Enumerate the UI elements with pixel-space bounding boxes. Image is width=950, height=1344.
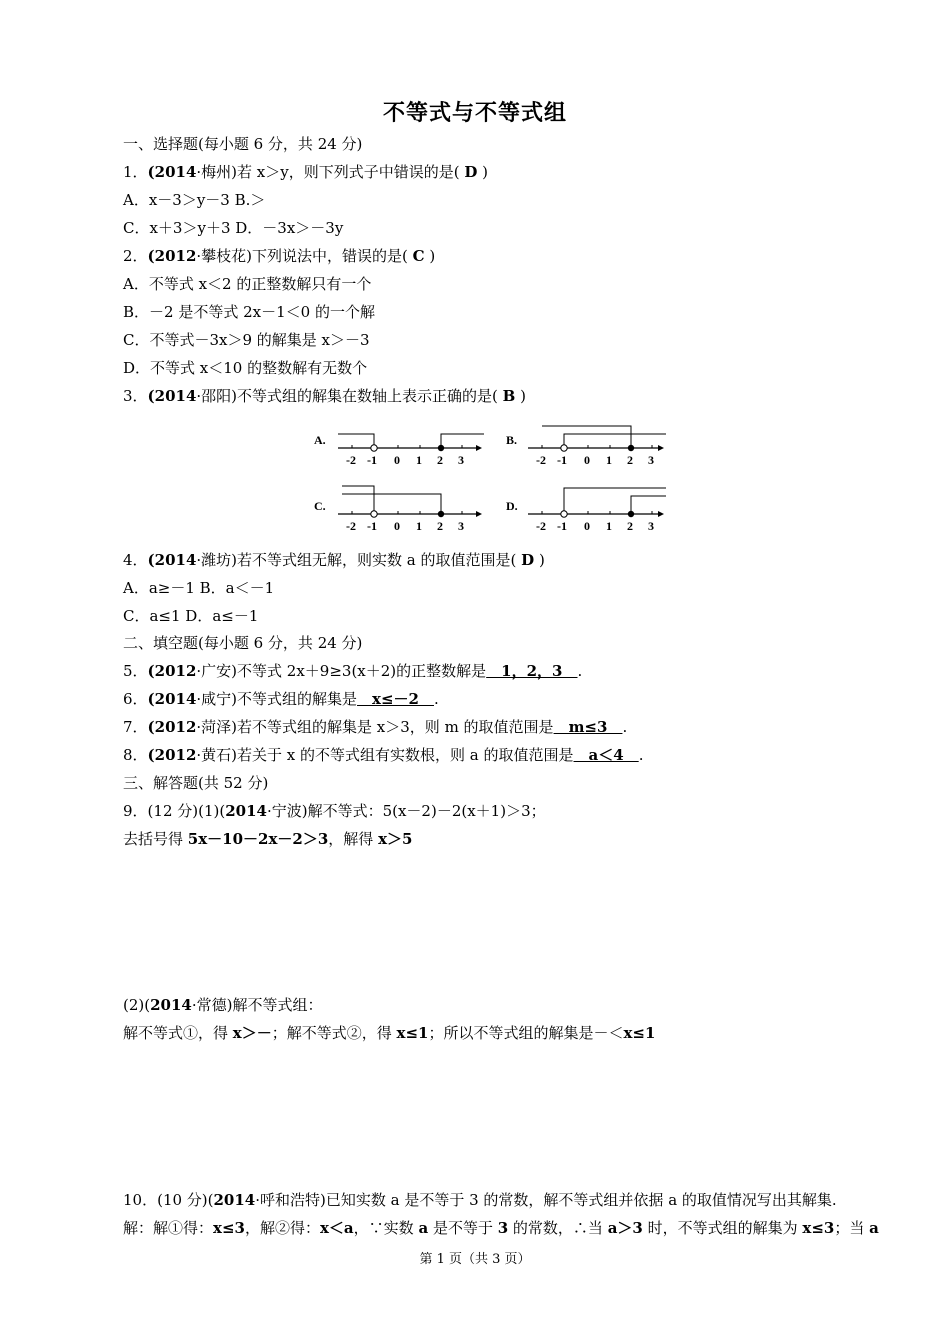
q3-stem: 3．(2014·邵阳)不等式组的解集在数轴上表示正确的是( B ) xyxy=(123,387,526,405)
q6-answer: x≤－2 xyxy=(357,690,434,708)
q2-option-a: A．不等式 x＜2 的正整数解只有一个 xyxy=(123,275,372,293)
q2-answer: C xyxy=(412,247,425,265)
svg-text:-1: -1 xyxy=(557,453,567,467)
svg-text:-1: -1 xyxy=(367,519,377,532)
q2-option-c: C．不等式－3x＞9 的解集是 x＞－3 xyxy=(123,331,370,349)
q6-stem: 6．(2014·咸宁)不等式组的解集是 x≤－2 . xyxy=(123,690,439,708)
svg-text:1: 1 xyxy=(416,453,422,467)
q9-solution-2: 解不等式①，得 x＞－；解不等式②，得 x≤1；所以不等式组的解集是－＜x≤1 xyxy=(123,1024,656,1042)
svg-text:2: 2 xyxy=(627,453,633,467)
svg-text:-2: -2 xyxy=(346,519,356,532)
section-fill: 二、填空题(每小题 6 分，共 24 分) xyxy=(123,634,363,652)
svg-text:3: 3 xyxy=(458,453,464,467)
q5-answer: 1，2，3 xyxy=(486,662,578,680)
svg-text:-1: -1 xyxy=(367,453,377,467)
section-solve: 三、解答题(共 52 分) xyxy=(123,774,269,792)
page-footer: 第 1 页（共 3 页） xyxy=(419,1252,531,1267)
q1-options-cd: C．x＋3＞y＋3 D．－3x＞－3y xyxy=(123,219,344,237)
ticks-b xyxy=(536,453,654,467)
svg-text:-2: -2 xyxy=(346,453,356,467)
label-b: B. xyxy=(506,433,518,447)
q4-options-ab: A．a≥－1 B．a＜－1 xyxy=(123,579,275,597)
q7-answer: m≤3 xyxy=(553,718,623,736)
ticks-d xyxy=(536,519,654,532)
q4-answer: D xyxy=(521,551,535,569)
svg-text:2: 2 xyxy=(437,453,443,467)
label-d: D. xyxy=(506,499,518,513)
number-line-d xyxy=(506,488,666,532)
section-choice: 一、选择题(每小题 6 分，共 24 分) xyxy=(123,135,363,153)
svg-text:0: 0 xyxy=(394,519,400,532)
number-line-a xyxy=(314,433,484,467)
q8-stem: 8．(2012·黄石)若关于 x 的不等式组有实数根，则 a 的取值范围是 a＜4 . xyxy=(123,746,644,764)
svg-text:2: 2 xyxy=(437,519,443,532)
q5-stem: 5．(2012·广安)不等式 2x＋9≥3(x＋2)的正整数解是 1，2，3 . xyxy=(123,662,583,680)
q9-solution-1: 去括号得 5x－10－2x－2＞3，解得 x＞5 xyxy=(123,830,413,848)
q1-answer: D xyxy=(464,163,478,181)
svg-text:1: 1 xyxy=(606,519,612,532)
q2-option-d: D．不等式 x＜10 的整数解有无数个 xyxy=(123,359,368,377)
q1-stem: 1．(2014·梅州)若 x＞y，则下列式子中错误的是( D ) xyxy=(123,163,489,181)
q8-answer: a＜4 xyxy=(573,746,639,764)
label-c: C. xyxy=(314,499,326,513)
q2-stem: 2．(2012·攀枝花)下列说法中，错误的是( C ) xyxy=(123,247,436,265)
q7-stem: 7．(2012·菏泽)若不等式组的解集是 x＞3，则 m 的取值范围是 m≤3 . xyxy=(123,718,628,736)
svg-text:1: 1 xyxy=(606,453,612,467)
svg-text:2: 2 xyxy=(627,519,633,532)
q4-options-cd: C．a≤1 D．a≤－1 xyxy=(123,607,259,625)
q3-answer: B xyxy=(502,387,516,405)
q10-solution: 解：解①得：x≤3，解②得：x＜a，∵实数 a 是不等于 3 的常数，∴当 a＞3 时，不等式组的解集为 x≤3；当 a xyxy=(123,1219,879,1237)
number-line-figure xyxy=(312,420,668,532)
page-title: 不等式与不等式组 xyxy=(382,100,567,126)
svg-text:3: 3 xyxy=(648,453,654,467)
svg-text:0: 0 xyxy=(584,519,590,532)
number-line-b xyxy=(506,426,666,467)
svg-text:-2: -2 xyxy=(536,453,546,467)
q2-option-b: B．－2 是不等式 2x－1＜0 的一个解 xyxy=(123,303,375,321)
svg-text:0: 0 xyxy=(584,453,590,467)
svg-text:3: 3 xyxy=(458,519,464,532)
ticks-a xyxy=(346,453,464,467)
ticks-c xyxy=(346,519,464,532)
svg-text:3: 3 xyxy=(648,519,654,532)
svg-text:-1: -1 xyxy=(557,519,567,532)
label-a: A. xyxy=(314,433,326,447)
number-line-c xyxy=(314,486,482,532)
q4-stem: 4．(2014·潍坊)若不等式组无解，则实数 a 的取值范围是( D ) xyxy=(123,551,545,569)
svg-text:-2: -2 xyxy=(536,519,546,532)
svg-text:0: 0 xyxy=(394,453,400,467)
q9-stem: 9．(12 分)(1)(2014·宁波)解不等式：5(x－2)－2(x＋1)＞3； xyxy=(123,802,546,820)
svg-text:1: 1 xyxy=(416,519,422,532)
q1-options-ab: A．x－3＞y－3 B.＞ xyxy=(123,191,266,209)
q10-stem: 10．(10 分)(2014·呼和浩特)已知实数 a 是不等于 3 的常数，解不等式组并依据 a 的取值情况写出其解集. xyxy=(123,1191,837,1209)
q9-part2-stem: (2)(2014·常德)解不等式组： xyxy=(123,996,323,1014)
